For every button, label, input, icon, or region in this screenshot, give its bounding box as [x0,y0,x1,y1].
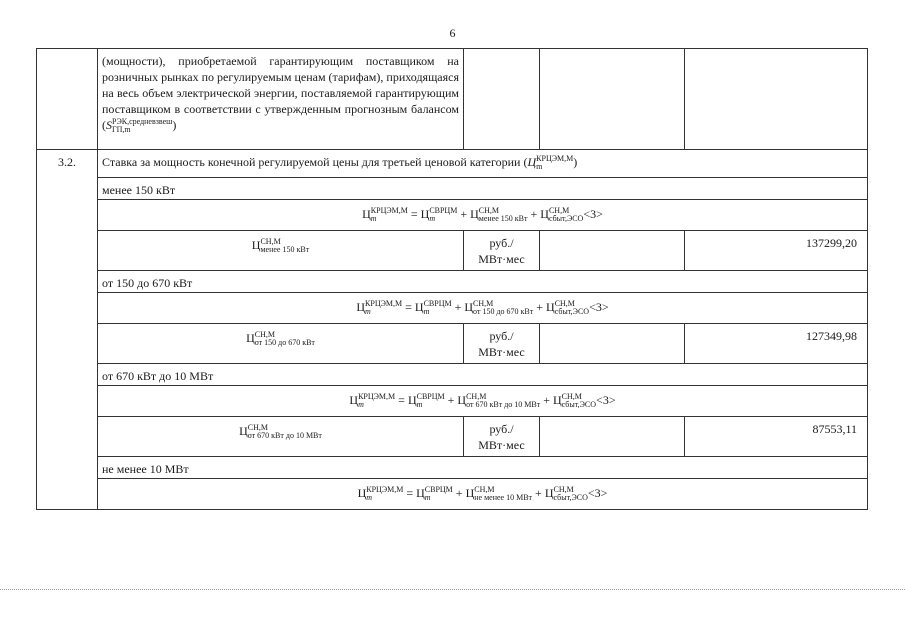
section-row [37,150,868,178]
row-symbol [251,237,310,255]
lhs-symbol-sub: m [358,400,364,410]
term3-symbol-base: Ц [552,393,562,407]
formula-row [37,479,868,510]
row-symbol-sub: от 670 кВт до 10 МВт [247,431,322,441]
term2-symbol-sub: от 670 кВт до 10 МВт [466,400,541,410]
row-symbol-sup: СН,М [260,237,281,247]
term2-symbol-sub: не менее 10 МВт [474,493,533,503]
term3-symbol [546,299,590,317]
term1-symbol-base: Ц [414,300,424,314]
formula-note: <3> [596,393,616,407]
empty-cell [540,49,685,150]
row-symbol-sup: СН,М [247,423,268,433]
unit-line2: МВт·мес [478,438,525,452]
lhs-symbol [349,392,396,410]
term3-symbol [552,392,597,410]
table-row [37,49,868,150]
empty-cell [685,49,868,150]
term2-symbol [464,299,534,317]
symbol-sup: РЭК,средневзвеш [112,117,173,127]
term2-symbol-sup: СН,М [474,485,495,495]
row-symbol-base: Ц [239,424,248,438]
symbol-sub: ГП,m [112,125,131,135]
row-symbol-sub: менее 150 кВт [260,245,310,255]
page-number: 6 [449,26,456,40]
term1-symbol [416,485,453,503]
group-label: от 670 кВт до 10 МВт [98,364,868,386]
lhs-symbol-sup: КРЦЭМ,М [366,485,404,495]
empty-cell [464,49,540,150]
term3-symbol-sup: СН,М [548,206,570,216]
lhs-symbol-sup: КРЦЭМ,М [365,299,403,309]
lhs-symbol-sub: m [365,307,371,317]
term2-symbol-sub: от 150 до 670 кВт [473,307,534,317]
term2-symbol-base: Ц [465,486,475,500]
symbol-base: S [106,118,112,132]
term3-symbol-sub: сбыт,ЭСО [561,400,597,410]
formula-cell [98,479,868,510]
plus-sign: + [535,486,542,500]
value-row [37,231,868,271]
group-label-row [37,178,868,200]
term3-symbol-sub: сбыт,ЭСО [554,307,590,317]
term1-symbol-sup: СВРЦМ [416,392,445,402]
term2-symbol-base: Ц [470,207,479,221]
term3-symbol-sup: СН,М [553,485,574,495]
index-cell [37,49,98,150]
term1-symbol [407,392,445,410]
equals-sign: = [398,393,405,407]
term2-symbol [465,485,533,503]
term2-symbol-sup: СН,М [478,206,500,216]
plus-sign: + [454,300,462,314]
lhs-symbol-base: Ц [349,393,359,407]
lhs-symbol-sup: КРЦЭМ,М [370,206,408,216]
term3-symbol-sup: СН,М [561,392,582,402]
formula-cell [98,200,868,231]
lhs-symbol-sub: m [370,214,377,224]
unit-line1: руб./ [489,236,514,250]
term3-symbol-sup: СН,М [554,299,575,309]
term1-symbol-sub: m [423,307,430,317]
term1-symbol-sup: СВРЦМ [429,206,458,216]
row-symbol-sub: от 150 до 670 кВт [254,338,315,348]
symbol-close: ) [172,118,177,132]
plus-sign: + [543,393,550,407]
value-row [37,417,868,457]
symbol-open: ( [102,118,106,132]
plus-sign: + [460,207,468,221]
term2-symbol-base: Ц [457,393,467,407]
group-label: менее 150 кВт [98,178,868,200]
term2-symbol-base: Ц [464,300,474,314]
formula-row [37,386,868,417]
term3-symbol-sub: сбыт,ЭСО [553,493,588,503]
value-symbol-cell [98,231,464,271]
equals-sign: = [405,300,412,314]
term1-symbol-base: Ц [420,207,430,221]
lhs-symbol-base: Ц [362,207,371,221]
unit-line1: руб./ [489,422,514,436]
term1-symbol-base: Ц [407,393,417,407]
title-symbol-sup: КРЦЭМ,М [536,154,574,164]
title-symbol-base: Ц [527,155,537,169]
row-symbol-base: Ц [251,238,261,252]
term3-symbol [540,206,584,224]
term1-symbol-base: Ц [416,486,425,500]
term3-symbol-base: Ц [546,300,555,314]
value-row [37,324,868,364]
value-symbol-cell [98,324,464,364]
term1-symbol-sup: СВРЦМ [424,485,453,495]
formula-note: <3> [583,207,603,221]
row-symbol [239,423,322,441]
value-cell: 127349,98 [685,324,868,364]
unit-cell [464,324,540,364]
empty-cell [540,231,685,271]
term1-symbol-sub: m [429,214,436,224]
plus-sign: + [530,207,538,221]
term2-symbol-sup: СН,М [466,392,487,402]
term1-symbol-sup: СВРЦМ [423,299,452,309]
unit-line1: руб./ [489,329,514,343]
term1-symbol [414,299,452,317]
term3-symbol-base: Ц [544,486,554,500]
group-label: не менее 10 МВт [98,457,868,479]
group-label: от 150 до 670 кВт [98,271,868,293]
tariff-table [36,48,868,510]
equals-sign: = [410,207,418,221]
group-label-row [37,271,868,293]
term1-symbol-sub: m [424,493,431,503]
lhs-symbol [356,299,403,317]
term3-symbol [544,485,588,503]
term1-symbol-sub: m [416,400,423,410]
description-cell [98,49,464,150]
group-label-row [37,457,868,479]
term1-symbol [420,206,458,224]
equals-sign: = [406,486,414,500]
value-symbol-cell [98,417,464,457]
term2-symbol [470,206,528,224]
lhs-symbol-base: Ц [356,300,366,314]
group-label-row [37,364,868,386]
section-title-cell: Ставка за мощность конечной регулируемой цены для третьей ценовой категории (Ц КРЦЭМ,М m ) [98,150,868,178]
value-cell: 87553,11 [685,417,868,457]
plus-sign: + [536,300,544,314]
formula-cell [98,293,868,324]
lhs-symbol-sup: КРЦЭМ,М [358,392,396,402]
description-text: (мощности), приобретаемой гарантирующим поставщиком на розничных рынках по регулируемым ценам (тарифам), приходящаяся на весь объем электрической энергии, поставляемой гарантирующим поставщиком в соответствии с утвержденным прогнозным балансом [102,54,459,116]
plus-sign: + [455,486,463,500]
formula-row [37,200,868,231]
term3-symbol-sub: сбыт,ЭСО [548,214,584,224]
formula-note: <3> [587,486,608,500]
page-bottom-separator [0,589,905,590]
lhs-symbol [357,485,404,503]
empty-cell [540,417,685,457]
term3-symbol-base: Ц [540,207,549,221]
unit-cell [464,417,540,457]
row-symbol-sup: СН,М [254,330,275,340]
formula-note: <3> [589,300,609,314]
value-cell: 137299,20 [685,231,868,271]
plus-sign: + [447,393,455,407]
lhs-symbol-sub: m [366,493,373,503]
term2-symbol-sup: СН,М [473,299,494,309]
row-symbol-base: Ц [246,331,255,345]
lhs-symbol [362,206,408,224]
empty-cell [540,324,685,364]
formula-row [37,293,868,324]
unit-cell [464,231,540,271]
term2-symbol [457,392,541,410]
formula-cell [98,386,868,417]
term2-symbol-sub: менее 150 кВт [478,214,528,224]
unit-line2: МВт·мес [478,252,525,266]
section-number: 3.2. [37,150,98,510]
section-title: Ставка за мощность конечной регулируемой цены для третьей ценовой категории [102,155,521,169]
unit-line2: МВт·мес [478,345,525,359]
row-symbol [246,330,315,348]
lhs-symbol-base: Ц [357,486,367,500]
title-symbol-sub: m [536,162,543,172]
